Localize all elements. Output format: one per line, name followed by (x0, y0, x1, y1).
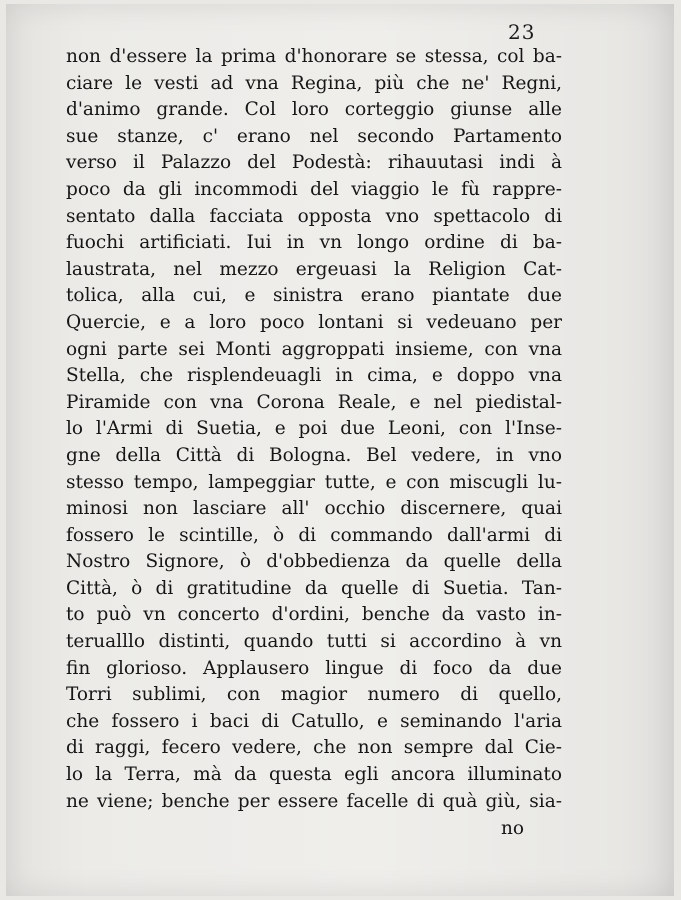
text-line: laustrata, nel mezzo ergeuasi la Religion Cat- (66, 258, 562, 280)
text-line: di raggi, fecero vedere, che non sempre dal Cie- (66, 737, 562, 759)
text-line: terualllo distinti, quando tutti si accordino à vn (66, 631, 562, 653)
page-number: 23 (508, 20, 536, 44)
text-line: fin glorioso. Applausero lingue di foco da due (66, 657, 562, 679)
text-line: d'animo grande. Col loro corteggio giunse alle (66, 99, 562, 121)
text-line: sentato dalla facciata opposta vno spettacolo di (66, 205, 562, 227)
text-line: Nostro Signore, ò d'obbedienza da quelle della (66, 551, 562, 573)
text-line: ciare le vesti ad vna Regina, più che ne' Regni, (66, 72, 562, 94)
text-line: poco da gli incommodi del viaggio le fù rappre- (66, 178, 562, 200)
catchword: no (501, 818, 525, 839)
text-line: sue stanze, c' erano nel secondo Partamento (66, 125, 562, 147)
text-line: non d'essere la prima d'honorare se stessa, col ba- (66, 46, 562, 67)
text-line: minosi non lasciare all' occhio discernere, quai (66, 498, 562, 520)
text-line: lo l'Armi di Suetia, e poi due Leoni, con l'Inse- (66, 418, 562, 440)
text-line: stesso tempo, lampeggiar tutte, e con miscugli lu- (66, 471, 562, 493)
text-line: Città, ò di gratitudine da quelle di Suetia. Tan- (66, 577, 562, 599)
text-line: Piramide con vna Corona Reale, e nel piedistal- (66, 391, 562, 413)
text-line: che fossero i baci di Catullo, e seminando l'aria (66, 710, 562, 732)
text-line: ne viene; benche per essere facelle di quà giù, sia- (66, 790, 562, 812)
text-line: ogni parte sei Monti aggroppati insieme, con vna (66, 338, 562, 360)
text-line: to può vn concerto d'ordini, benche da vasto in- (66, 604, 562, 626)
text-line: fossero le scintille, ò di commando dall'armi di (66, 524, 562, 546)
text-line: fuochi artificiati. Iui in vn longo ordine di ba- (66, 232, 562, 254)
text-line: tolica, alla cui, e sinistra erano piantate due (66, 285, 562, 307)
body-text (66, 44, 562, 815)
text-line: Torri sublimi, con magior numero di quello, (66, 684, 562, 706)
text-line: lo la Terra, mà da questa egli ancora illuminato (66, 764, 562, 786)
text-line: Stella, che risplendeuagli in cima, e doppo vna (66, 365, 562, 387)
text-line: Quercie, e a loro poco lontani si vedeuano per (66, 311, 562, 333)
text-line: verso il Palazzo del Podestà: rihauutasi indi à (66, 152, 562, 174)
text-line: gne della Città di Bologna. Bel vedere, in vno (66, 444, 562, 466)
